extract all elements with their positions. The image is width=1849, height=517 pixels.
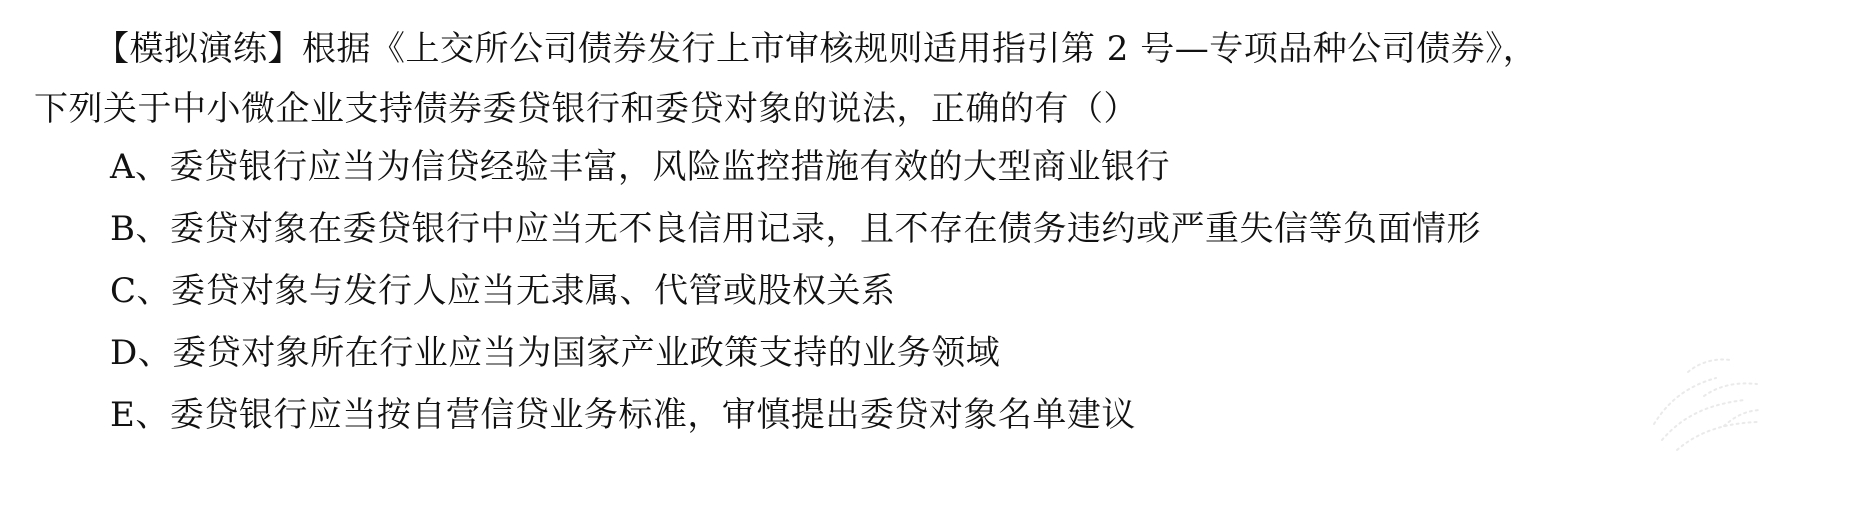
option-a[interactable]: A、委贷银行应当为信贷经验丰富，风险监控措施有效的大型商业银行	[110, 147, 1171, 187]
option-c[interactable]: C、委贷对象与发行人应当无隶属、代管或股权关系	[110, 271, 896, 311]
option-d[interactable]: D、委贷对象所在行业应当为国家产业政策支持的业务领域	[110, 333, 1001, 373]
question-line-2: 下列关于中小微企业支持债券委贷银行和委贷对象的说法，正确的有（）	[34, 89, 1138, 129]
option-b[interactable]: B、委贷对象在委贷银行中应当无不良信用记录，且不存在债务违约或严重失信等负面情形	[110, 209, 1481, 249]
question-line-1: 【模拟演练】根据《上交所公司债券发行上市审核规则适用指引第 2 号—专项品种公司债券》，	[95, 29, 1538, 69]
option-e[interactable]: E、委贷银行应当按自营信贷业务标准，审慎提出委贷对象名单建议	[110, 395, 1136, 435]
watermark-icon	[1642, 338, 1772, 458]
